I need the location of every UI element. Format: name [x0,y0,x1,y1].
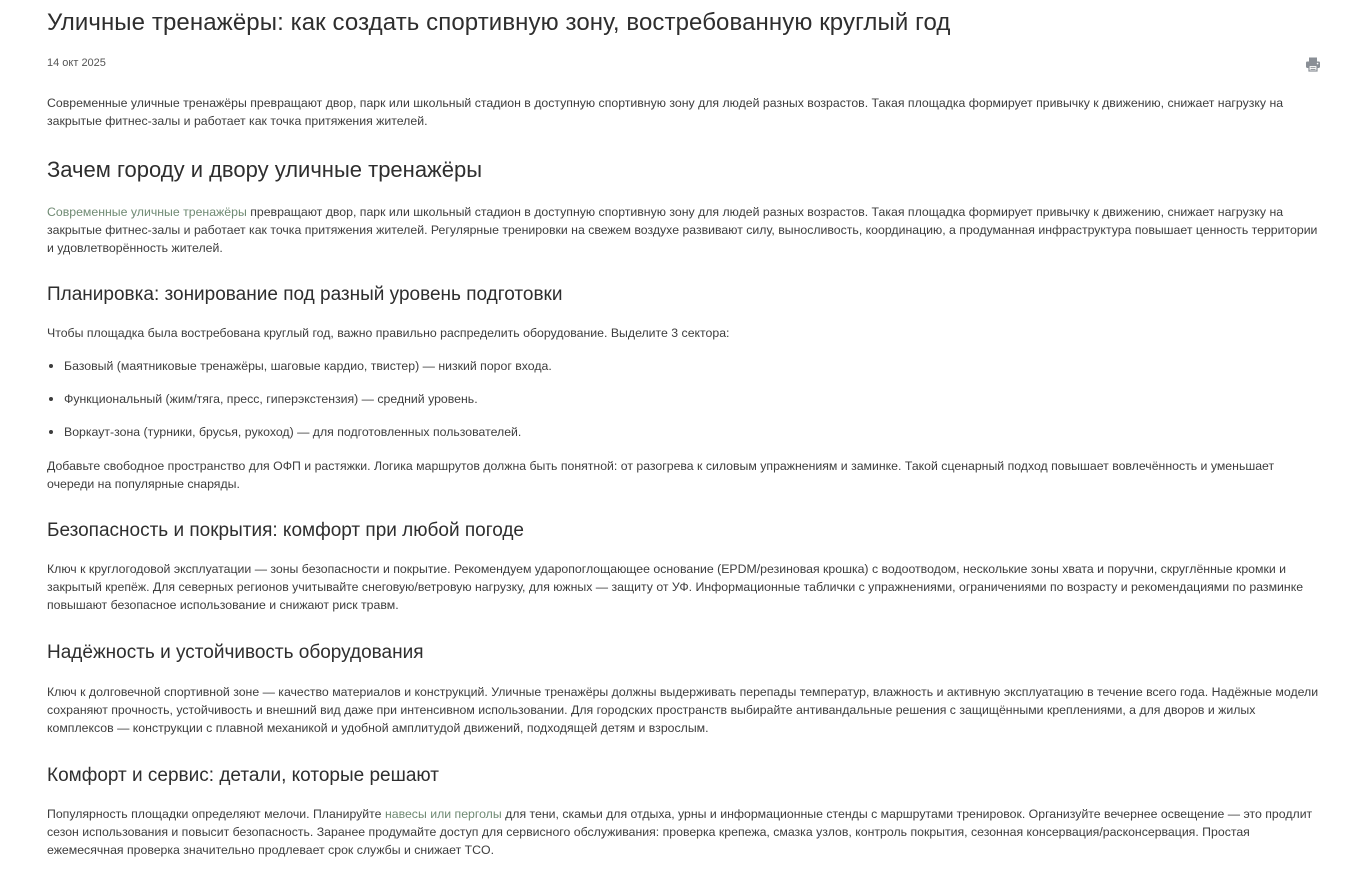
section-paragraph [47,203,1322,257]
print-button[interactable] [1305,56,1321,72]
printer-icon [1305,56,1321,72]
paragraph-text: для тени, скамьи для отдыха, урны и информационные стенды с маршрутами тренировок. Организуйте вечернее освещение — это продлит сезон использования и повысит безопасность. Заранее продумайте доступ для сервисного обслуживания: проверка крепежа, смазка узлов, контроль покрытия, сезонная консервация/расконсервация. Простая ежемесячная проверка значительно продлевает срок службы и снижает TCO. [47,807,1313,857]
intro-block [47,94,1322,130]
list-item [47,390,478,408]
inline-link-canopies[interactable]: навесы или перголы [384,807,502,821]
bullet [49,364,53,368]
publish-date: 14 окт 2025 [47,57,106,69]
section-layout-after [47,457,1322,493]
list-item-text: Воркаут-зона (турники, брусья, рукоход) — для подготовленных пользователей. [64,425,522,439]
section-layout-lead [47,324,1322,342]
intro-paragraph: Современные уличные тренажёры превращают двор, парк или школьный стадион в доступную спортивную зону для людей разных возрастов. Такая площадка формирует привычку к движению, снижает нагрузку на закрытые фитнес-залы и работает как точка притяжения жителей. [47,96,1284,128]
section-comfort [47,764,1322,788]
section-heading: Комфорт и сервис: детали, которые решают [47,765,439,786]
section-paragraph [47,805,1322,859]
paragraph-text: Популярность площадки определяют мелочи. Планируйте [47,807,385,821]
section-safety-body [47,560,1322,614]
paragraph-text: превращают двор, парк или школьный стадион в доступную спортивную зону для людей разных возрастов. Такая площадка формирует привычку к движению, снижает нагрузку на закрытые фитнес-залы и работает как точка притяжения жителей. Регулярные тренировки на свежем воздухе развивают силу, выносливость, координацию, а продуманная инфраструктура повышает ценность территории и удовлетворённость жителей. [47,205,1318,255]
section-heading: Зачем городу и двору уличные тренажёры [47,157,483,182]
list-item [47,357,552,375]
section-safety [47,519,1322,543]
section-why [47,157,1322,183]
section-layout [47,283,1322,307]
list-item-text: Функциональный (жим/тяга, пресс, гиперэкстензия) — средний уровень. [64,392,478,406]
section-heading: Планировка: зонирование под разный уровень подготовки [47,284,563,305]
bullet [49,397,53,401]
section-why-body [47,203,1322,257]
bullet [49,430,53,434]
section-heading: Безопасность и покрытия: комфорт при любой погоде [47,520,525,541]
inline-link-outdoor-trainers[interactable]: Современные уличные тренажёры [47,205,247,219]
section-heading: Надёжность и устойчивость оборудования [47,642,424,663]
section-reliability-body [47,683,1322,737]
section-paragraph: Ключ к долговечной спортивной зоне — качество материалов и конструкций. Уличные тренажёры должны выдерживать перепады температур, влажность и активную эксплуатацию в течение всего года. Надёжные модели сохраняют прочность, устойчивость и внешний вид даже при интенсивном использовании. Для городских пространств выбирайте антивандальные решения с защищёнными креплениями, а для дворов и жилых комплексов — конструкции с плавной механикой и удобной амплитудой движений, подходящей детям и взрослым. [47,685,1319,735]
section-paragraph: Добавьте свободное пространство для ОФП и растяжки. Логика маршрутов должна быть понятной: от разогрева к силовым упражнениям и заминке. Такой сценарный подход повышает вовлечённость и уменьшает очереди на популярные снаряды. [47,459,1275,491]
list-item-text: Базовый (маятниковые тренажёры, шаговые кардио, твистер) — низкий порог входа. [64,359,552,373]
section-paragraph: Чтобы площадка была востребована круглый год, важно правильно распределить оборудование. Выделите 3 сектора: [47,326,730,340]
page-title: Уличные тренажёры: как создать спортивную зону, востребованную круглый год [47,9,951,36]
section-paragraph: Ключ к круглогодовой эксплуатации — зоны безопасности и покрытие. Рекомендуем ударопоглощающее основание (EPDM/резиновая крошка) с водоотводом, несколькие зоны хвата и поручни, скруглённые кромки и закрытый крепёж. Для северных регионов учитывайте снеговую/ветровую нагрузку, для южных — защиту от УФ. Информационные таблички с упражнениями, ограничениями по возрасту и рекомендациями по разминке повышают безопасное использование и снижают риск травм. [47,562,1304,612]
section-comfort-body [47,805,1322,859]
list-item [47,423,521,441]
section-reliability [47,641,1322,665]
